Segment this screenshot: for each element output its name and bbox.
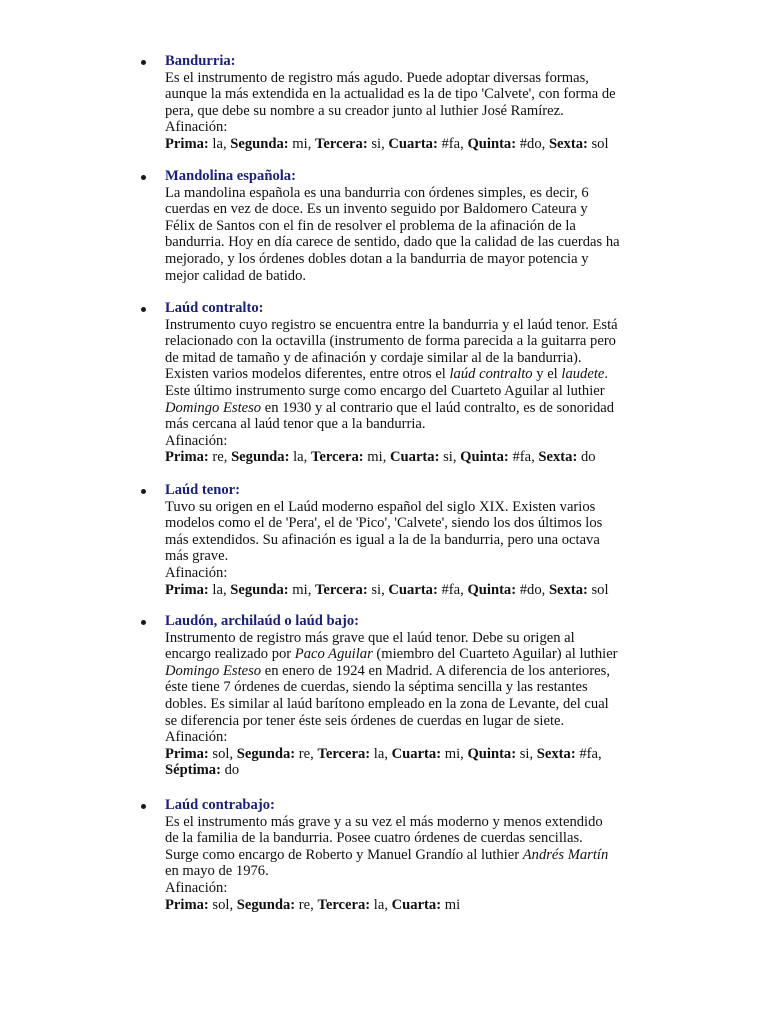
body-line <box>165 515 665 532</box>
body-line <box>165 251 665 268</box>
body-line <box>165 234 665 251</box>
entry-body <box>165 499 665 599</box>
body-line <box>165 814 665 831</box>
string-note: sol <box>587 135 609 152</box>
body-text: más cercana al laúd tenor que a la bandurria. <box>165 416 426 433</box>
bullet-icon <box>141 804 146 809</box>
tuning-line <box>165 449 665 466</box>
italic-text: Paco Aguilar <box>294 646 373 663</box>
body-line <box>165 86 665 103</box>
body-text: mejorado, y los órdenes dobles dotan a la bandurria de mayor potencia y <box>165 250 589 267</box>
string-label: Cuarta: <box>388 581 438 598</box>
string-label: Tercera: <box>310 449 364 466</box>
italic-text: laudete <box>561 366 605 383</box>
body-line <box>165 847 665 864</box>
string-label: Prima: <box>165 581 209 598</box>
string-note: si, <box>367 135 389 152</box>
tuning-line <box>165 136 665 153</box>
string-label: Sexta: <box>536 745 576 762</box>
bullet-icon <box>141 489 146 494</box>
body-text: modelos como el de 'Pera', el de 'Pico', 'Calvete', siendo los dos últimos los <box>165 515 603 532</box>
entry-body <box>165 630 665 779</box>
body-line <box>165 499 665 516</box>
body-text: La mandolina española es una bandurria con órdenes simples, es decir, 6 <box>165 184 589 201</box>
string-label: Quinta: <box>467 745 517 762</box>
string-note: mi, <box>288 581 316 598</box>
body-text: se diferencia por tener éste seis órdenes de cuerdas en lugar de siete. <box>165 712 565 729</box>
body-text: Es el instrumento más grave y a su vez el más moderno y menos extendido <box>165 813 603 830</box>
body-line <box>165 383 665 400</box>
bullet-icon <box>141 60 146 65</box>
entry-title: Laudón, archilaúd o laúd bajo: <box>165 613 359 629</box>
body-text: Existen varios modelos diferentes, entre otros el <box>165 366 450 383</box>
afinacion-label: Afinación: <box>165 119 228 136</box>
string-label: Sexta: <box>548 135 588 152</box>
string-label: Segunda: <box>230 135 289 152</box>
body-line <box>165 863 665 880</box>
entry-title: Laúd contrabajo: <box>165 797 275 813</box>
string-label: Segunda: <box>236 896 296 913</box>
body-line <box>165 366 665 383</box>
string-label: Cuarta: <box>391 896 442 913</box>
string-note: #fa, <box>437 135 468 152</box>
italic-text: laúd contralto <box>449 366 533 383</box>
body-text: Es el instrumento de registro más agudo. Puede adoptar diversas formas, <box>165 69 589 86</box>
body-text: bandurria. Hoy en día carece de sentido, dado que la calidad de las cuerdas ha <box>165 234 620 251</box>
body-text: Instrumento de registro más grave que el laúd tenor. Debe su origen al <box>165 629 575 646</box>
body-line <box>165 713 665 730</box>
string-label: Quinta: <box>467 581 517 598</box>
bullet-icon <box>141 620 146 625</box>
string-label: Tercera: <box>315 135 368 152</box>
string-label: Quinta: <box>460 449 509 466</box>
body-text: Félix de Santos con el fin de resolver el problema de la afinación de la <box>165 217 576 234</box>
string-label: Tercera: <box>317 896 371 913</box>
string-note: la, <box>289 449 311 466</box>
string-note: sol, <box>208 745 237 762</box>
string-note: si, <box>516 745 537 762</box>
body-text: mejor calidad de batido. <box>165 267 307 284</box>
entry-title: Laúd contralto: <box>165 300 264 316</box>
body-line <box>165 630 665 647</box>
entry-body <box>165 70 665 153</box>
body-line <box>165 663 665 680</box>
string-note: do <box>220 762 240 779</box>
afinacion-label: Afinación: <box>165 879 228 896</box>
string-note: mi <box>441 896 461 913</box>
string-note: mi, <box>441 745 468 762</box>
body-text: Este último instrumento surge como encargo del Cuarteto Aguilar al luthier <box>165 382 605 399</box>
string-note: si, <box>367 581 389 598</box>
entry-laud-contrabajo <box>165 797 665 913</box>
tuning-line <box>165 582 665 599</box>
body-text: Instrumento cuyo registro se encuentra entre la bandurria y el laúd tenor. Está <box>165 316 618 333</box>
string-note: #fa, <box>508 449 539 466</box>
body-text: de mitad de tamaño y de afinación y cordaje similar al de la bandurria). <box>165 349 582 366</box>
body-line <box>165 679 665 696</box>
entry-title: Mandolina española: <box>165 168 296 184</box>
body-line <box>165 333 665 350</box>
body-line <box>165 646 665 663</box>
body-text: y el <box>532 366 562 383</box>
string-label: Tercera: <box>315 581 368 598</box>
body-line <box>165 70 665 87</box>
body-line <box>165 696 665 713</box>
body-line <box>165 268 665 285</box>
body-text: encargo realizado por <box>165 646 295 663</box>
body-text: (miembro del Cuarteto Aguilar) al luthier <box>372 646 618 663</box>
string-label: Prima: <box>165 896 209 913</box>
tuning-line <box>165 746 665 763</box>
string-note: sol, <box>208 896 237 913</box>
body-text: de la familia de la bandurria. Posee cuatro órdenes de cuerdas sencillas. <box>165 830 583 847</box>
entry-laud-tenor <box>165 482 665 598</box>
bullet-icon <box>141 175 146 180</box>
body-line <box>165 185 665 202</box>
tuning-line <box>165 762 665 779</box>
string-label: Sexta: <box>538 449 578 466</box>
entry-mandolina-espanola <box>165 168 665 284</box>
body-text: . <box>604 366 609 383</box>
body-text: Tuvo su origen en el Laúd moderno español del siglo XIX. Existen varios <box>165 498 596 515</box>
string-note: mi, <box>363 449 390 466</box>
italic-text: Andrés Martín <box>522 846 609 863</box>
afinacion-label: Afinación: <box>165 729 228 746</box>
string-label: Segunda: <box>231 449 290 466</box>
entry-body <box>165 185 665 285</box>
string-label: Cuarta: <box>388 135 438 152</box>
string-note: sol <box>587 581 609 598</box>
entry-laudon <box>165 613 665 779</box>
italic-text: Domingo Esteso <box>165 662 262 679</box>
string-label: Tercera: <box>317 745 371 762</box>
string-note: si, <box>439 449 461 466</box>
afinacion-label: Afinación: <box>165 564 228 581</box>
string-label: Séptima: <box>165 762 221 779</box>
body-text: aunque la más extendida en la actualidad es la de tipo 'Calvete', con forma de <box>165 86 616 103</box>
entry-body <box>165 317 665 466</box>
body-line <box>165 416 665 433</box>
string-note: #fa, <box>575 745 602 762</box>
string-note: mi, <box>288 135 316 152</box>
string-note: la, <box>208 581 231 598</box>
string-note: #do, <box>516 135 549 152</box>
entry-title: Bandurria: <box>165 53 236 69</box>
string-note: re, <box>295 896 318 913</box>
body-line <box>165 317 665 334</box>
body-text: Surge como encargo de Roberto y Manuel Grandío al luthier <box>165 846 523 863</box>
body-line <box>165 400 665 417</box>
body-text: en mayo de 1976. <box>165 863 269 880</box>
afinacion-label: Afinación: <box>165 432 228 449</box>
body-text: en 1930 y al contrario que el laúd contralto, es de sonoridad <box>261 399 615 416</box>
string-label: Cuarta: <box>391 745 442 762</box>
string-note: re, <box>295 745 318 762</box>
entry-laud-contralto <box>165 300 665 466</box>
body-line <box>165 201 665 218</box>
body-text: más grave. <box>165 548 229 565</box>
tuning-line <box>165 897 665 914</box>
entry-bandurria <box>165 53 665 153</box>
bullet-icon <box>141 307 146 312</box>
body-text: pera, que debe su nombre a su creador junto al luthier José Ramírez. <box>165 102 564 119</box>
body-text: en enero de 1924 en Madrid. A diferencia de los anteriores, <box>261 662 610 679</box>
body-line <box>165 350 665 367</box>
string-label: Quinta: <box>467 135 517 152</box>
body-line <box>165 548 665 565</box>
string-note: la, <box>208 135 231 152</box>
body-text: cuerdas en vez de doce. Es un invento seguido por Baldomero Cateura y <box>165 201 588 218</box>
italic-text: Domingo Esteso <box>165 399 262 416</box>
body-text: más extendidos. Su afinación es igual a la de la bandurria, pero una octava <box>165 531 600 548</box>
string-label: Prima: <box>165 745 209 762</box>
string-label: Prima: <box>165 449 209 466</box>
body-line <box>165 103 665 120</box>
string-label: Prima: <box>165 135 209 152</box>
string-label: Sexta: <box>548 581 588 598</box>
string-note: la, <box>370 896 392 913</box>
body-text: éste tiene 7 órdenes de cuerdas, siendo la séptima sencilla y las restantes <box>165 679 588 696</box>
body-text: relacionado con la octavilla (instrumento de forma parecida a la guitarra pero <box>165 333 616 350</box>
string-note: do <box>577 449 596 466</box>
body-line <box>165 218 665 235</box>
body-line <box>165 532 665 549</box>
string-label: Cuarta: <box>390 449 440 466</box>
entry-body <box>165 814 665 914</box>
string-note: re, <box>208 449 232 466</box>
body-line <box>165 830 665 847</box>
string-note: #do, <box>516 581 549 598</box>
string-note: la, <box>370 745 392 762</box>
string-note: #fa, <box>437 581 468 598</box>
string-label: Segunda: <box>230 581 289 598</box>
entry-title: Laúd tenor: <box>165 482 240 498</box>
body-text: dobles. Es similar al laúd barítono empleado en la zona de Levante, del cual <box>165 695 609 712</box>
string-label: Segunda: <box>236 745 296 762</box>
